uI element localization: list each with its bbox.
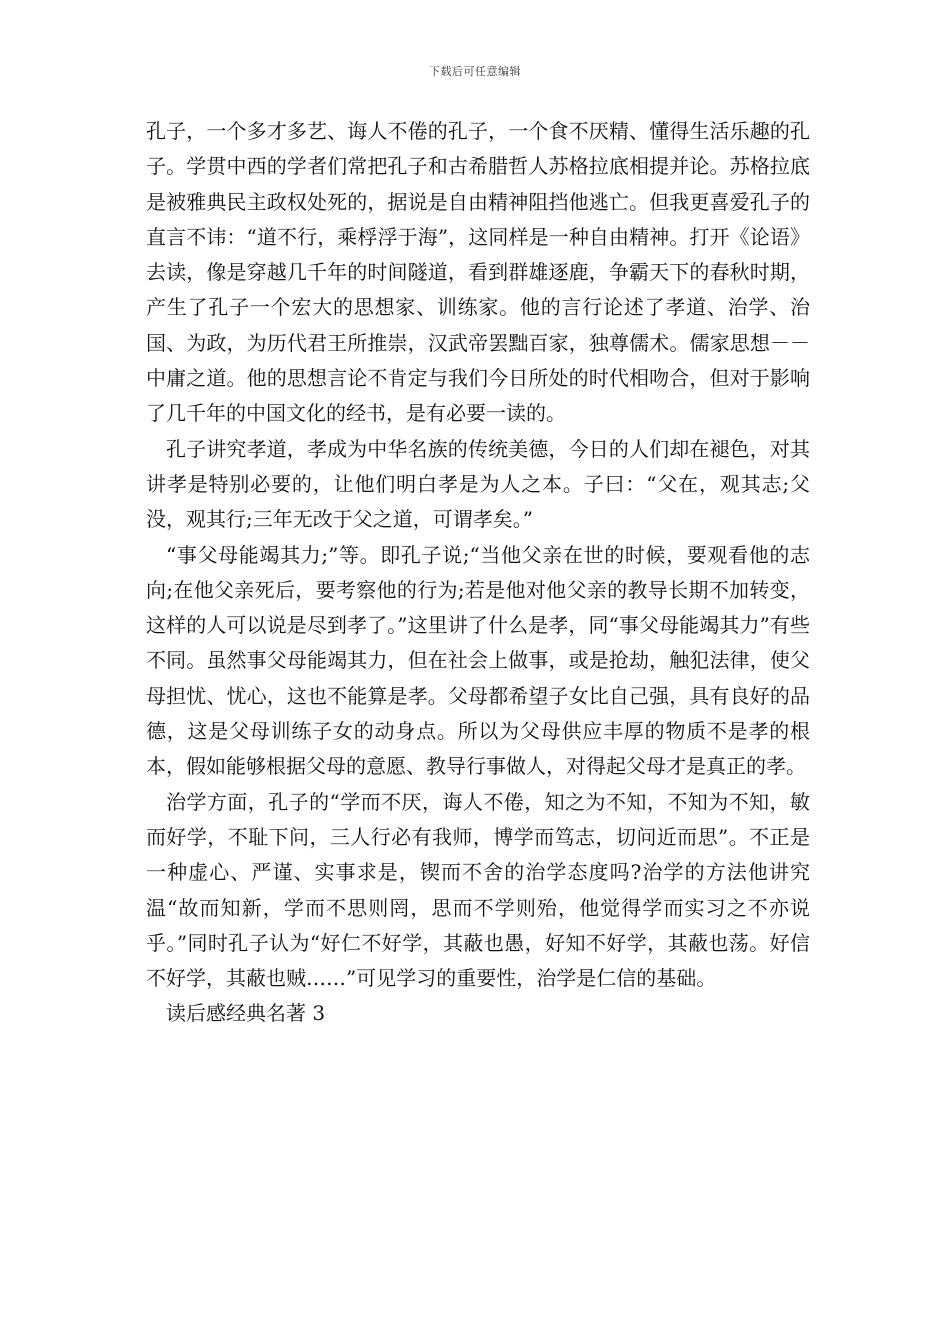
section-heading: 读后感经典名著 3 [166, 1001, 326, 1026]
paragraph-filial-piety: 孔子讲究孝道，孝成为中华名族的传统美德，今日的人们却在褪色，对其讲孝是特别必要的，让他们明白孝是为人之本。子曰：“父在，观其志;父没，观其行;三年无改于父之道，可谓孝矣。” [146, 436, 810, 532]
paragraph-learning: 治学方面，孔子的“学而不厌，诲人不倦，知之为不知，不知为不知，敏而好学，不耻下问，三人行必有我师，博学而笃志，切问近而思”。不正是一种虚心、严谨、实事求是，锲而不舍的治学态度吗?治学的方法他讲究温“故而知新，学而不思则罔，思而不学则殆，他觉得学而实习之不亦说乎。”同时孔子认为“好仁不好学，其蔽也愚，好知不好学，其蔽也荡。好信不好学，其蔽也贼……”可见学习的重要性，治学是仁信的基础。 [146, 789, 810, 991]
paragraph-intro: 孔子，一个多才多艺、诲人不倦的孔子，一个食不厌精、懂得生活乐趣的孔子。学贯中西的学者们常把孔子和古希腊哲人苏格拉底相提并论。苏格拉底是被雅典民主政权处死的，据说是自由精神阻挡他逃亡。但我更喜爱孔子的直言不讳：“道不行，乘桴浮于海”，这同样是一种自由精神。打开《论语》去读，像是穿越几千年的时间隧道，看到群雄逐鹿，争霸天下的春秋时期，产生了孔子一个宏大的思想家、训练家。他的言行论述了孝道、治学、治国、为政，为历代君王所推崇，汉武帝罢黜百家，独尊儒术。儒家思想－－中庸之道。他的思想言论不肯定与我们今日所处的时代相吻合，但对于影响了几千年的中国文化的经书，是有必要一读的。 [146, 119, 810, 426]
page-header: 下载后可任意编辑 [429, 65, 521, 78]
paragraph-serving-parents: “事父母能竭其力;”等。即孔子说;“当他父亲在世的时候，要观看他的志向;在他父亲死后，要考察他的行为;若是他对他父亲的教导长期不加转变，这样的人可以说是尽到孝了。”这里讲了什么是孝，同“事父母能竭其力”有些不同。虽然事父母能竭其力，但在社会上做事，或是抢劫，触犯法律，使父母担忧、忧心，这也不能算是孝。父母都希望子女比自己强，具有良好的品德，这是父母训练子女的动身点。所以为父母供应丰厚的物质不是孝的根本，假如能够根据父母的意愿、教导行事做人，对得起父母才是真正的孝。 [146, 542, 810, 779]
document-body [146, 114, 810, 1032]
